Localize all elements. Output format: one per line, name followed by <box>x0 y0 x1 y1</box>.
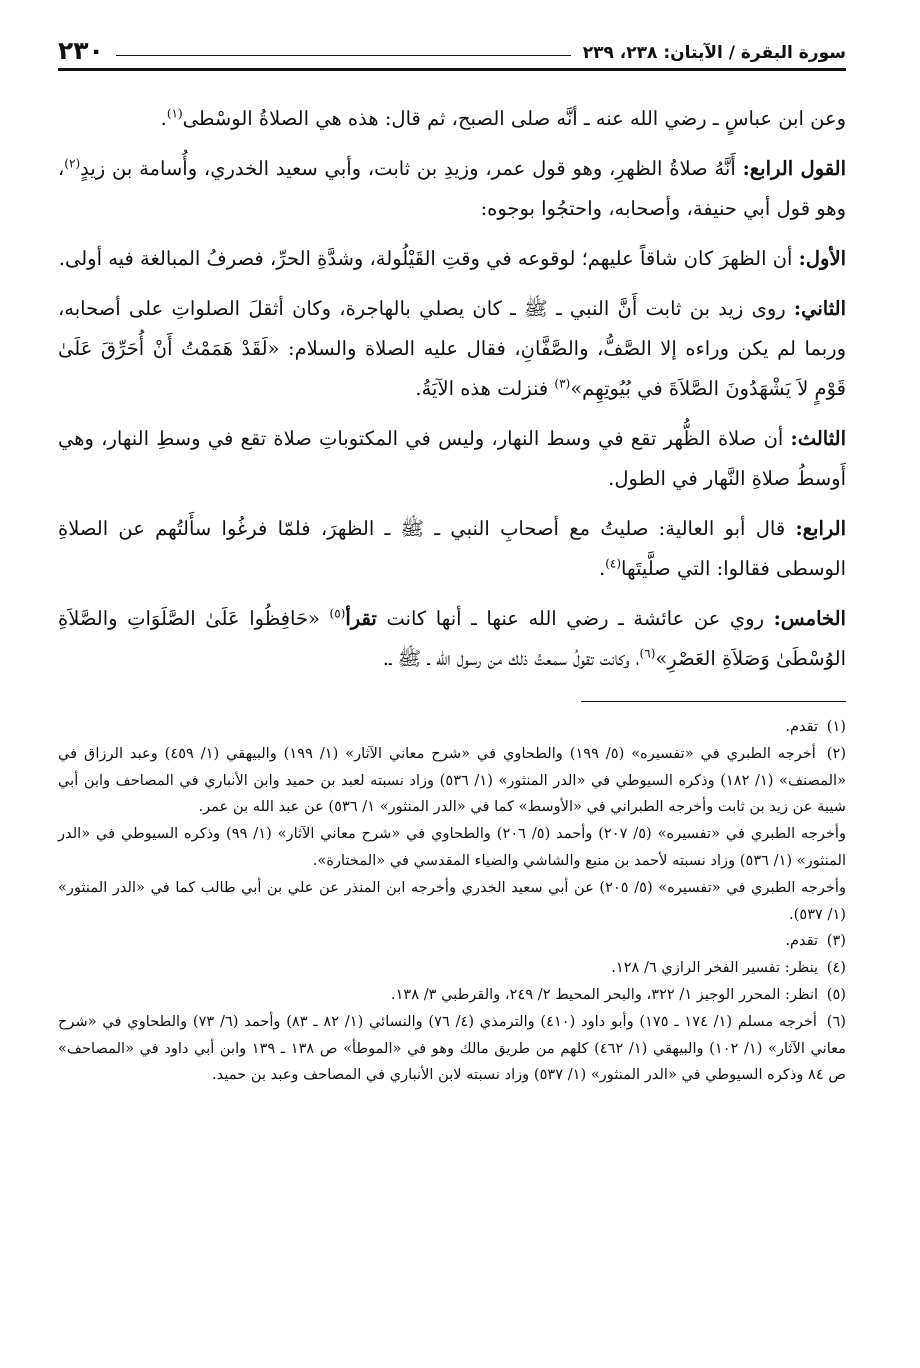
paragraph-text: قال أبو العالية: صليتُ مع أصحابِ النبي ـ ﷺ ـ الظهرَ، فلمّا فرغُوا سأَلتُهم عن الصلاةِ الوسطى فقالوا: التي صلَّيتَها <box>58 517 846 580</box>
paragraph-text: ، وهو قول أبي حنيفة، وأصحابه، واحتجُوا بوجوه: <box>58 157 846 220</box>
footnote-text: تقدم. <box>785 718 819 735</box>
running-title: سورة البقرة / الآيتان: ٢٣٨، ٢٣٩ <box>582 43 846 63</box>
footnote-2 <box>58 741 846 821</box>
footnote-text: ينظر: تفسير الفخر الرازي ٦/ ١٢٨. <box>611 959 819 977</box>
quran-quote: «حَافِظُوا عَلَىٰ الصَّلَوَاتِ والصَّلاَةِ الوُسْطَىٰ وَصَلاَةِ العَصْرِ» <box>58 607 846 670</box>
footnote-number: (٤) <box>826 959 846 977</box>
footnote-number: (١) <box>826 718 846 735</box>
paragraph-lead: الثاني: <box>793 297 846 320</box>
footnote-4 <box>58 955 846 982</box>
paragraph-ibn-abbas <box>58 99 846 139</box>
footnote-ref: (٦) <box>639 646 656 661</box>
paragraph-text: ، وكانت تقولُ سمعتُ ذلك من رسول الله ـ ﷺ ـ. <box>382 647 640 670</box>
paragraph-fourth-argument <box>58 509 846 589</box>
paragraph-end: . <box>160 107 167 130</box>
paragraph-end: . <box>599 557 606 580</box>
footnote-6 <box>58 1009 846 1089</box>
footnote-ref: (١) <box>166 106 183 121</box>
paragraph-text: روى زيد بن ثابت أَنَّ النبي ـ ﷺ ـ كان يصلي بالهاجرة، وكان أثقلَ الصلواتِ على أصحابه، وربما لم يكن وراءه إلا الصَّفُّ، والصَّفَّانِ، فقال عليه الصلاة والسلام: «لَقَدْ هَمَمْتُ أَنْ أُحَرِّقَ عَلَىٰ قَوْمٍ لاَ يَشْهَدُونَ الصَّلاَةَ في بُيُوتِهِم» <box>58 297 846 400</box>
footnote-text: أخرجه الطبري في «تفسيره» (٥/ ١٩٩) والطحاوي في «شرح معاني الآثار» (١/ ١٩٩) والبيهقي (١/ ٤٥٩) وعبد الرزاق في «المصنف» (١/ ١٨٢) وذكره السيوطي في «الدر المنثور» (١/ ٥٣٦) وزاد نسبته لعبد بن حميد وابن الأنباري في المصاحف وابن أبي شيبة عن زيد بن ثابت وأخرجه الطبراني في «الأوسط» كما في «الدر المنثور» ١/ ٥٣٦) عن عبد الله بن عمر. <box>58 744 846 816</box>
paragraph-text: وعن ابن عباسٍ ـ رضي الله عنه ـ أنَّه صلى الصبح، ثم قال: هذه هي الصلاةُ الوسْطى <box>182 107 846 130</box>
book-page <box>58 30 846 1089</box>
page-header <box>58 30 846 71</box>
footnote-text: أخرجه مسلم (١/ ١٧٤ ـ ١٧٥) وأبو داود (٤١٠) والترمذي (٤/ ٧٦) والنسائي (١/ ٨٢ ـ ٨٣) وأحمد (٦/ ٧٣) والطحاوي في «شرح معاني الآثار» (١/ ١٠٢) والبيهقي (١/ ٤٦٢) كلهم من طريق مالك وهو في «الموطأ» ص ١٣٨ ـ ١٣٩ وابن أبي داود في «المصاحف» ص ٨٤ وذكره السيوطي في «الدر المنثور» (١/ ٥٣٧) وزاد نسبته لابن الأنباري في المصاحف وعبد بن حميد. <box>58 1012 846 1084</box>
footnote-1 <box>58 714 846 741</box>
paragraph-third-argument <box>58 419 846 499</box>
footnote-number: (٢) <box>826 744 847 762</box>
paragraph-lead: الخامس: <box>773 607 846 630</box>
footnote-text: انظر: المحرر الوجيز ١/ ٣٢٢، والبحر المحيط ٢/ ٢٤٩، والقرطبي ٣/ ١٣٨. <box>390 985 819 1003</box>
main-text <box>58 99 846 679</box>
header-rule <box>116 55 571 56</box>
paragraph-text: أن صلاة الظُّهر تقع في وسط النهار، وليس في المكتوباتِ صلاة تقع في وسطِ النهار، وهي أَوسطُ صلاةِ النَّهار في الطول. <box>58 427 846 490</box>
paragraph-text: أن الظهرَ كان شاقاً عليهم؛ لوقوعه في وقتِ القَيْلُولة، وشدَّةِ الحرِّ، فصرفُ المبالغة فيه أولى. <box>58 247 799 270</box>
footnote-ref: (٣) <box>554 376 571 391</box>
paragraph-lead: الثالث: <box>790 427 846 450</box>
footnote-ref: (٤) <box>605 556 622 571</box>
paragraph-lead: القول الرابع: <box>742 157 846 180</box>
paragraph-second-argument <box>58 289 846 409</box>
paragraph-lead: الأول: <box>798 247 846 270</box>
footnote-2-continued: وأخرجه الطبري في «تفسيره» (٥/ ٢٠٧) وأحمد (٥/ ٢٠٦) والطحاوي في «شرح معاني الآثار» (١/ ٩٩) وذكره السيوطي في «الدر المنثور» (١/ ٥٣٦) وزاد نسبته لأحمد بن منيع والشاشي والضياء المقدسي في «المختارة». <box>58 825 847 869</box>
footnote-ref: (٢) <box>64 156 81 171</box>
footnote-text: تقدم. <box>785 932 819 950</box>
footnote-5 <box>58 982 846 1009</box>
footnote-2-continued: وأخرجه الطبري في «تفسيره» (٥/ ٢٠٥) عن أبي سعيد الخدري وأخرجه ابن المنذر عن علي بن أبي طالب كما في «الدر المنثور» (١/ ٥٣٧). <box>58 878 846 923</box>
footnote-ref: (٥) <box>329 606 346 621</box>
page-number: ٢٣٠ <box>58 36 104 65</box>
footnote-3 <box>58 928 846 955</box>
emphasis-word: تقرأ <box>345 607 377 630</box>
paragraph-text: روي عن عائشة ـ رضي الله عنها ـ أنها كانت <box>376 607 774 630</box>
paragraph-text: أَنَّهُ صلاةُ الظهرِ، وهو قول عمر، وزيدِ بن ثابت، وأبي سعيد الخدري، وأُسامة بن زيدٍ <box>80 157 743 180</box>
paragraph-lead: الرابع: <box>795 517 846 540</box>
paragraph-fifth-argument <box>58 599 846 679</box>
paragraph-fourth-opinion <box>58 149 846 229</box>
paragraph-first-argument <box>58 239 846 279</box>
footnotes <box>58 714 846 1089</box>
footnote-number: (٣) <box>826 932 846 950</box>
footnote-separator <box>581 701 846 702</box>
footnote-number: (٥) <box>826 985 846 1003</box>
paragraph-text: فنزلت هذه الآيَةُ. <box>415 377 555 400</box>
footnote-number: (٦) <box>826 1012 846 1030</box>
